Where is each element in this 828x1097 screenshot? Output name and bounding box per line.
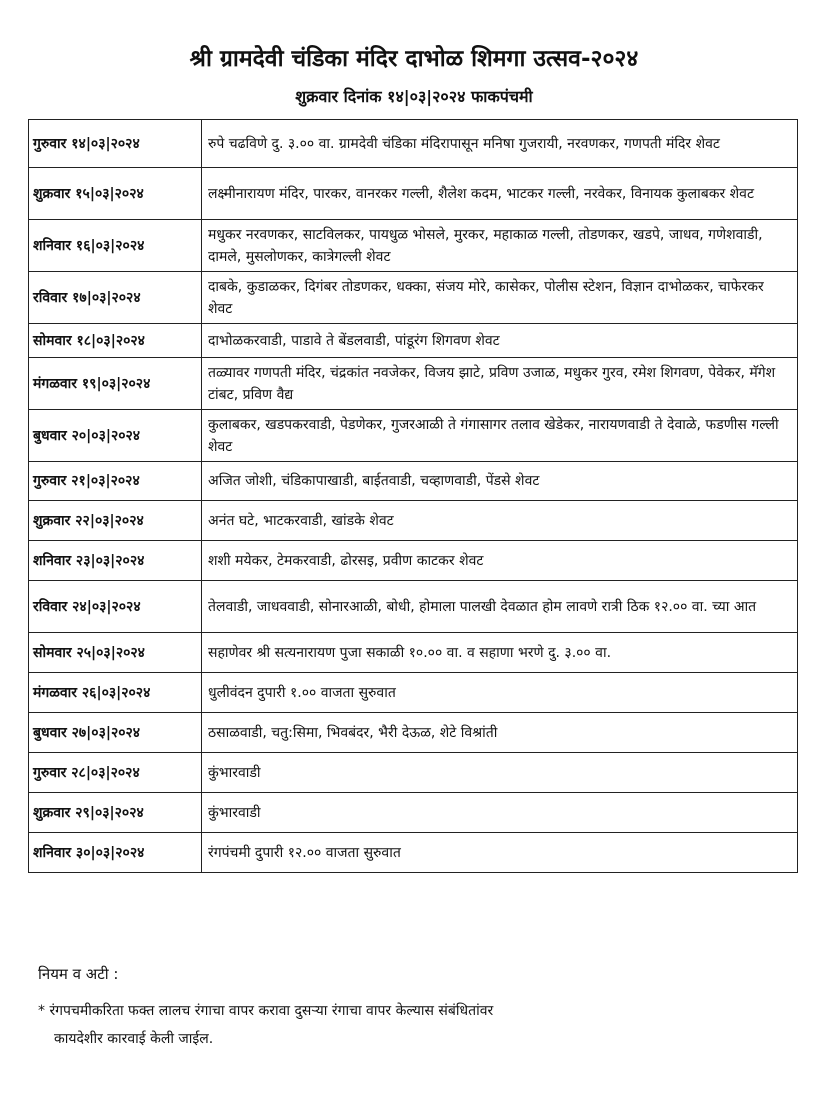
route-cell: सहाणेवर श्री सत्यनारायण पुजा सकाळी १०.०० वा. व सहाणा भरणे दु. ३.०० वा. xyxy=(202,633,798,673)
route-cell: रुपे चढविणे दु. ३.०० वा. ग्रामदेवी चंडिका मंदिरापासून मनिषा गुजरायी, नरवणकर, गणपती मंदिर शेवट xyxy=(202,120,798,168)
route-cell: रंगपंचमी दुपारी १२.०० वाजता सुरुवात xyxy=(202,833,798,873)
route-cell: तेलवाडी, जाधववाडी, सोनारआळी, बोधी, होमाला पालखी देवळात होम लावणे रात्री ठिक १२.०० वा. च्या आत xyxy=(202,581,798,633)
route-cell: मधुकर नरवणकर, साटविलकर, पायधुळ भोसले, मुरकर, महाकाळ गल्ली, तोडणकर, खडपे, जाधव, गणेशवाडी, दामले, मुसलोणकर, कात्रेगल्ली शेवट xyxy=(202,220,798,272)
route-cell: कुलाबकर, खडपकरवाडी, पेडणेकर, गुजरआळी ते गंगासागर तलाव खेडेकर, नारायणवाडी ते देवाळे, फडणीस गल्ली शेवट xyxy=(202,410,798,462)
table-row xyxy=(29,410,798,462)
page-title: श्री ग्रामदेवी चंडिका मंदिर दाभोळ शिमगा उत्सव-२०२४ xyxy=(189,46,639,72)
table-row xyxy=(29,793,798,833)
table-row xyxy=(29,358,798,410)
day-cell: शुक्रवार २२|०३|२०२४ xyxy=(29,501,202,541)
table-row xyxy=(29,220,798,272)
page-subtitle: शुक्रवार दिनांक १४|०३|२०२४ फाकपंचमी xyxy=(295,87,533,106)
route-cell: अजित जोशी, चंडिकापाखाडी, बाईतवाडी, चव्हाणवाडी, पेंडसे शेवट xyxy=(202,462,798,501)
table-row xyxy=(29,713,798,753)
terms-text xyxy=(38,997,758,1053)
route-cell: धुलीवंदन दुपारी १.०० वाजता सुरुवात xyxy=(202,673,798,713)
day-cell: शुक्रवार २९|०३|२०२४ xyxy=(29,793,202,833)
table-row xyxy=(29,633,798,673)
day-cell: मंगळवार १९|०३|२०२४ xyxy=(29,358,202,410)
terms-line-1: * रंगपचमीकरिता फक्त लालच रंगाचा वापर करावा दुसऱ्या रंगाचा वापर केल्यास संबंधितांवर xyxy=(38,1003,494,1019)
route-cell: कुंभारवाडी xyxy=(202,753,798,793)
day-cell: शनिवार १६|०३|२०२४ xyxy=(29,220,202,272)
schedule-table xyxy=(28,119,798,873)
day-cell: गुरुवार २८|०३|२०२४ xyxy=(29,753,202,793)
route-cell: लक्ष्मीनारायण मंदिर, पारकर, वानरकर गल्ली, शैलेश कदम, भाटकर गल्ली, नरवेकर, विनायक कुलाबकर शेवट xyxy=(202,168,798,220)
route-cell: शशी मयेकर, टेमकरवाडी, ढोरसइ, प्रवीण काटकर शेवट xyxy=(202,541,798,581)
day-cell: गुरुवार १४|०३|२०२४ xyxy=(29,120,202,168)
day-cell: शुक्रवार १५|०३|२०२४ xyxy=(29,168,202,220)
day-cell: सोमवार २५|०३|२०२४ xyxy=(29,633,202,673)
day-cell: सोमवार १८|०३|२०२४ xyxy=(29,324,202,358)
day-cell: बुधवार २७|०३|२०२४ xyxy=(29,713,202,753)
table-row xyxy=(29,324,798,358)
table-row xyxy=(29,272,798,324)
route-cell: अनंत घटे, भाटकरवाडी, खांडके शेवट xyxy=(202,501,798,541)
table-row xyxy=(29,501,798,541)
day-cell: मंगळवार २६|०३|२०२४ xyxy=(29,673,202,713)
route-cell: ठसाळवाडी, चतु:सिमा, भिवबंदर, भैरी देऊळ, शेटे विश्रांती xyxy=(202,713,798,753)
table-row xyxy=(29,168,798,220)
day-cell: शनिवार ३०|०३|२०२४ xyxy=(29,833,202,873)
table-row xyxy=(29,833,798,873)
table-row xyxy=(29,462,798,501)
table-row xyxy=(29,541,798,581)
route-cell: दाभोळकरवाडी, पाडावे ते बेंडलवाडी, पांडूरंग शिगवण शेवट xyxy=(202,324,798,358)
terms-heading: नियम व अटी : xyxy=(38,965,119,983)
route-cell: तळ्यावर गणपती मंदिर, चंद्रकांत नवजेकर, विजय झाटे, प्रविण उजाळ, मधुकर गुरव, रमेश शिगवण, पेवेकर, मॅगेश टांबट, प्रविण वैद्य xyxy=(202,358,798,410)
day-cell: बुधवार २०|०३|२०२४ xyxy=(29,410,202,462)
table-row xyxy=(29,581,798,633)
day-cell: गुरुवार २१|०३|२०२४ xyxy=(29,462,202,501)
route-cell: दाबके, कुडाळकर, दिगंबर तोडणकर, धक्का, संजय मोरे, कासेकर, पोलीस स्टेशन, विज्ञान दाभोळकर, चाफेरकर शेवट xyxy=(202,272,798,324)
day-cell: शनिवार २३|०३|२०२४ xyxy=(29,541,202,581)
terms-line-2: कायदेशीर कारवाई केली जाईल. xyxy=(54,1031,214,1047)
table-row xyxy=(29,673,798,713)
table-row xyxy=(29,120,798,168)
route-cell: कुंभारवाडी xyxy=(202,793,798,833)
day-cell: रविवार १७|०३|२०२४ xyxy=(29,272,202,324)
table-row xyxy=(29,753,798,793)
day-cell: रविवार २४|०३|२०२४ xyxy=(29,581,202,633)
